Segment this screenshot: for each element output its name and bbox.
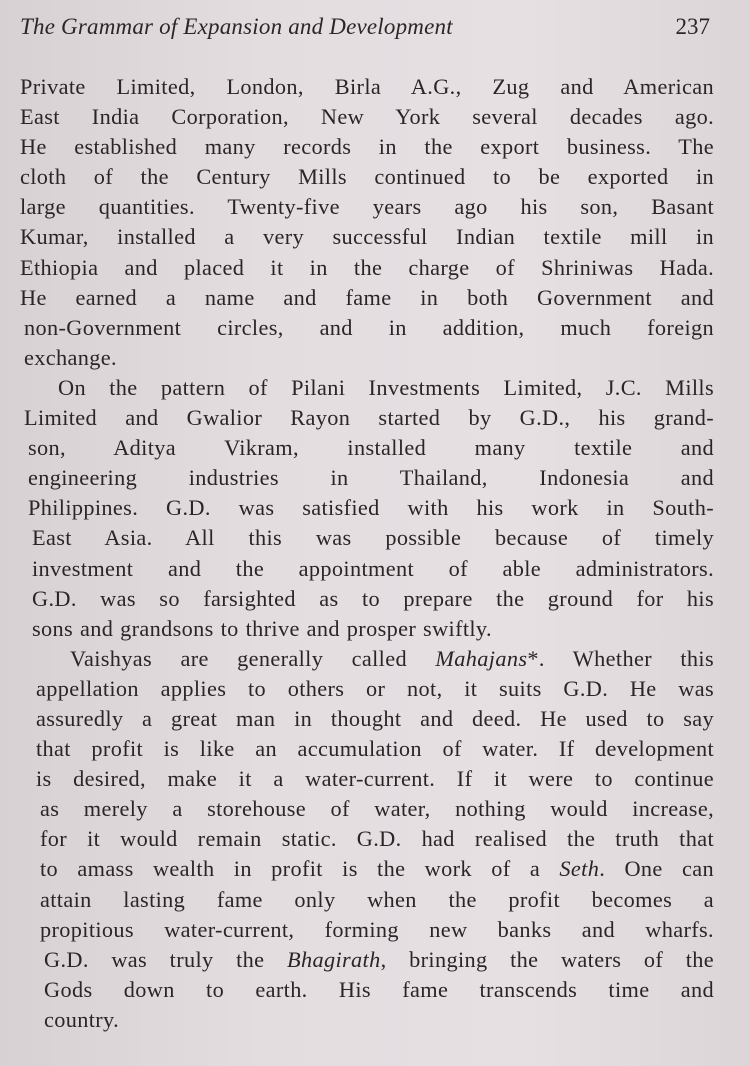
text-line: He earned a name and fame in both Government and bbox=[20, 284, 714, 310]
running-head: The Grammar of Expansion and Development bbox=[20, 14, 453, 39]
text-line: non-Government circles, and in addition, much foreign bbox=[24, 314, 714, 340]
italic-term: Seth bbox=[559, 856, 600, 882]
text-line: East India Corporation, New York several decades ago. bbox=[20, 104, 714, 130]
text-line: engineering industries in Thailand, Indonesia and bbox=[28, 465, 714, 491]
text-line: propitious water-current, forming new banks and wharfs. bbox=[40, 916, 714, 942]
text-line: East Asia. All this was possible because of timely bbox=[32, 525, 714, 551]
text-run: G.D. was truly the bbox=[44, 946, 288, 972]
text-line: He established many records in the export business. The bbox=[20, 134, 714, 160]
text-line: country. bbox=[44, 1006, 120, 1032]
text-line: cloth of the Century Mills continued to be exported in bbox=[20, 164, 714, 190]
page-number: 237 bbox=[675, 14, 710, 39]
page-body bbox=[20, 72, 714, 1035]
text-line: assuredly a great man in thought and deed. He used to say bbox=[36, 705, 714, 731]
italic-term: Mahajans bbox=[435, 645, 528, 671]
text-line: large quantities. Twenty-five years ago his son, Basant bbox=[20, 194, 714, 220]
text-run: to amass wealth in profit is the work of a bbox=[40, 856, 560, 882]
text-line: exchange. bbox=[24, 344, 117, 370]
text-run: , bringing the waters of the bbox=[380, 946, 715, 972]
text-line: Limited and Gwalior Rayon started by G.D., his grand- bbox=[24, 405, 714, 431]
text-line: Kumar, installed a very successful Indian textile mill in bbox=[20, 224, 714, 250]
text-line bbox=[36, 644, 714, 674]
paragraph-1 bbox=[20, 72, 714, 373]
text-run: *. Whether this bbox=[527, 645, 714, 671]
text-line: investment and the appointment of able administrators. bbox=[32, 555, 714, 581]
text-line bbox=[40, 854, 714, 884]
text-line: for it would remain static. G.D. had realised the truth that bbox=[40, 826, 714, 852]
page-header bbox=[20, 14, 710, 48]
text-line: Private Limited, London, Birla A.G., Zug and American bbox=[20, 74, 714, 99]
text-line: On the pattern of Pilani Investments Limited, J.C. Mills bbox=[58, 374, 714, 400]
paragraph-3 bbox=[20, 644, 714, 1035]
text-line: that profit is like an accumulation of water. If development bbox=[36, 736, 714, 762]
text-line: son, Aditya Vikram, installed many textile and bbox=[28, 435, 714, 461]
text-line: attain lasting fame only when the profit becomes a bbox=[40, 886, 714, 912]
italic-term: Bhagirath bbox=[287, 946, 381, 972]
text-run: . One can bbox=[599, 856, 714, 882]
text-run: Vaishyas are generally called bbox=[70, 645, 436, 671]
text-line: G.D. was so farsighted as to prepare the ground for his bbox=[32, 585, 714, 611]
text-line: is desired, make it a water-current. If it were to continue bbox=[36, 766, 714, 792]
text-line: Ethiopia and placed it in the charge of Shriniwas Hada. bbox=[20, 254, 714, 280]
text-line: appellation applies to others or not, it suits G.D. He was bbox=[36, 675, 714, 701]
text-line: Gods down to earth. His fame transcends time and bbox=[44, 976, 714, 1002]
text-line bbox=[44, 945, 714, 975]
text-line: Philippines. G.D. was satisfied with his work in South- bbox=[28, 495, 714, 521]
text-line: sons and grandsons to thrive and prosper swiftly. bbox=[32, 615, 492, 641]
text-line: as merely a storehouse of water, nothing would increase, bbox=[40, 796, 714, 822]
paragraph-2 bbox=[20, 373, 714, 644]
